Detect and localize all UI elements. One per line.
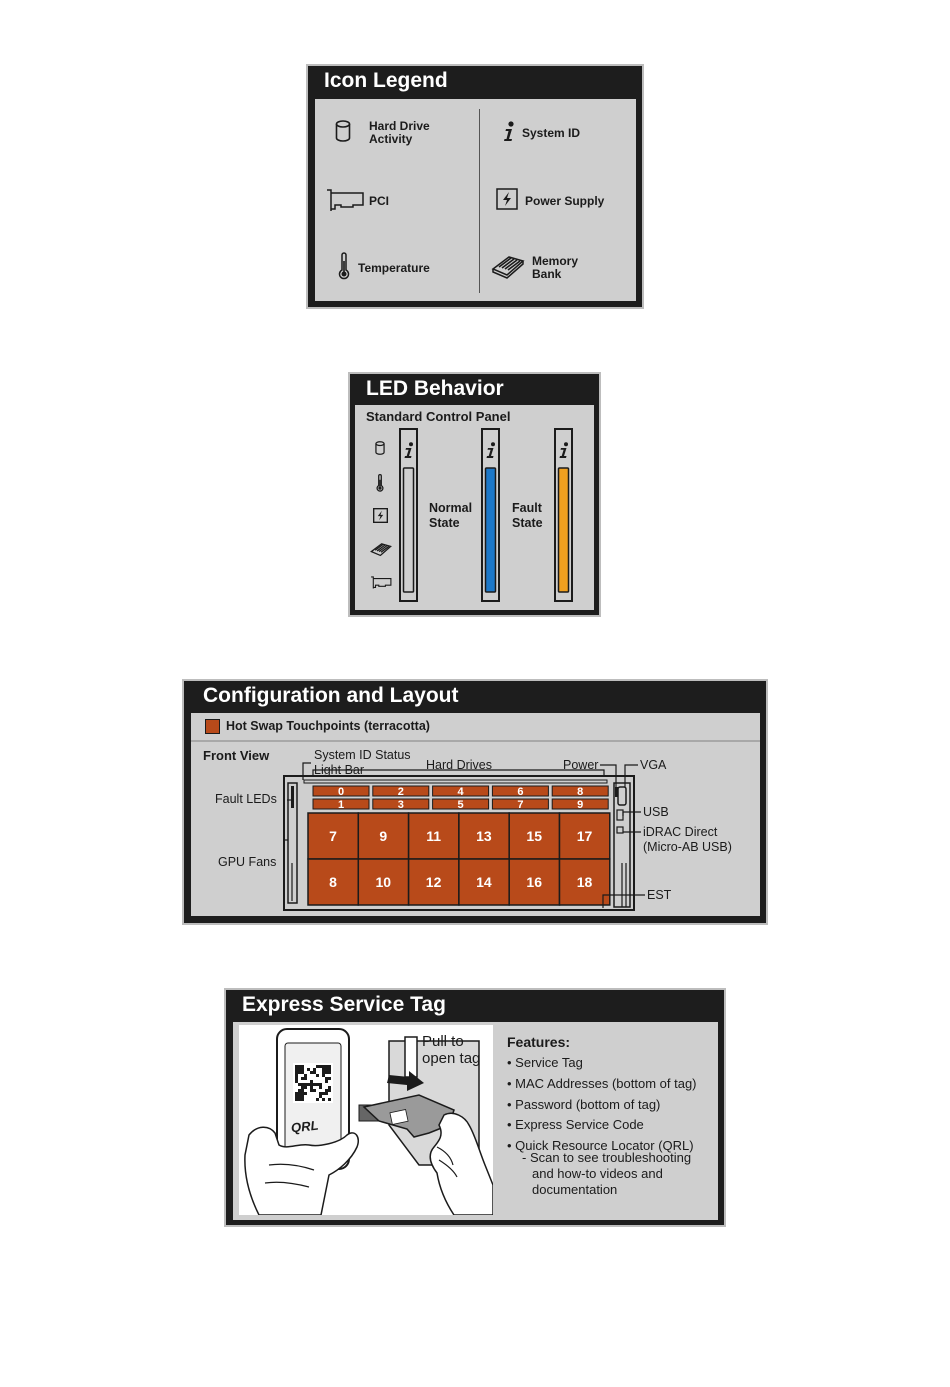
- qr-module: [298, 1071, 301, 1074]
- configuration-body: [191, 713, 760, 916]
- gpu-fan-label: 12: [425, 874, 442, 890]
- qr-module: [316, 1098, 319, 1101]
- express-service-tag-title: Express Service Tag: [242, 993, 446, 1016]
- drive-bay-label: 3: [397, 798, 404, 811]
- qr-module: [304, 1092, 307, 1095]
- qr-module: [322, 1071, 325, 1074]
- qr-module: [325, 1065, 328, 1068]
- qr-module: [304, 1074, 307, 1077]
- qr-module: [325, 1068, 328, 1071]
- icon-legend-body: [315, 99, 636, 301]
- qr-module: [325, 1092, 328, 1095]
- pci-card-icon: [325, 189, 365, 213]
- qr-module: [328, 1071, 331, 1074]
- qr-module: [295, 1098, 298, 1101]
- qr-module: [310, 1089, 313, 1092]
- led-behavior-body: [355, 405, 594, 610]
- qr-module: [322, 1065, 325, 1068]
- gpu-fan-label: 10: [375, 874, 392, 890]
- qr-module: [295, 1065, 298, 1068]
- qr-module: [298, 1089, 301, 1092]
- icon-legend-title: Icon Legend: [324, 69, 448, 92]
- qr-module: [301, 1071, 304, 1074]
- fan-row-bottom: [308, 859, 610, 905]
- front-view-label: Front View: [203, 748, 270, 763]
- drive-bay-label: 0: [337, 785, 345, 798]
- qr-module: [301, 1068, 304, 1071]
- qr-module: [298, 1092, 301, 1095]
- idrac-port: [617, 827, 623, 833]
- normal-state-label: Normal State: [429, 501, 473, 530]
- power-callout: Power: [563, 758, 599, 772]
- legend-label-memory-bank: Memory Bank: [532, 254, 579, 281]
- qrl-label: QRL: [290, 1117, 320, 1136]
- qr-module: [313, 1083, 316, 1086]
- feature-item: • MAC Addresses (bottom of tag): [507, 1075, 697, 1091]
- gpu-fan-label: 16: [526, 874, 542, 890]
- gpu-fan-label: 15: [526, 828, 542, 844]
- info-icon: [560, 442, 569, 458]
- legend-divider: [479, 109, 480, 293]
- qr-module: [301, 1092, 304, 1095]
- qr-module: [301, 1089, 304, 1092]
- gpu-fan-label: 14: [476, 874, 492, 890]
- qr-module: [328, 1068, 331, 1071]
- legend-label-power-supply: Power Supply: [525, 194, 605, 208]
- usb-callout: USB: [643, 805, 669, 819]
- features-list: [507, 1053, 697, 1157]
- configuration-panel: [182, 679, 768, 925]
- drive-bay-label: 1: [337, 798, 345, 811]
- info-icon: [487, 442, 496, 458]
- drive-bay-label: 9: [577, 798, 584, 811]
- vga-port: [618, 787, 626, 805]
- qr-module: [322, 1098, 325, 1101]
- qr-module: [313, 1068, 316, 1071]
- qr-module: [301, 1083, 304, 1086]
- power-button: [615, 787, 618, 797]
- gpu-fan-label: 8: [329, 874, 337, 890]
- qr-module: [298, 1083, 301, 1086]
- fault-state-label: Fault State: [512, 501, 543, 530]
- qr-module: [328, 1089, 331, 1092]
- qr-module: [310, 1086, 313, 1089]
- system-id-light-bar: [304, 780, 607, 783]
- legend-label-pci: PCI: [369, 194, 390, 208]
- touchpoint-label: Hot Swap Touchpoints (terracotta): [226, 719, 430, 733]
- qr-module: [328, 1077, 331, 1080]
- drive-bay-label: 8: [577, 785, 584, 798]
- qr-module: [325, 1077, 328, 1080]
- drive-bay-label: 5: [457, 798, 464, 811]
- est-callout: EST: [647, 888, 672, 902]
- qr-module: [304, 1086, 307, 1089]
- thermometer-icon: [338, 252, 350, 280]
- feature-item: • Service Tag: [507, 1055, 583, 1070]
- led-bars: [355, 405, 594, 610]
- qr-code: [293, 1063, 333, 1103]
- gpu-fan-label: 13: [476, 828, 492, 844]
- led-bar-off-fill: [404, 468, 414, 592]
- configuration-title: Configuration and Layout: [203, 684, 459, 707]
- express-service-tag-panel: [224, 988, 726, 1227]
- gpu-fans-callout: GPU Fans: [218, 855, 277, 869]
- qr-module: [295, 1080, 298, 1083]
- gpu-fan-label: 7: [329, 828, 337, 844]
- qr-module: [307, 1068, 310, 1071]
- qr-module: [328, 1098, 331, 1101]
- qr-module: [322, 1092, 325, 1095]
- front-view-diagram: [191, 713, 760, 916]
- led-subtitle: Standard Control Panel: [366, 409, 511, 424]
- features-sub: - Scan to see troubleshooting and how-to videos and documentation: [522, 1150, 692, 1197]
- qr-module: [322, 1068, 325, 1071]
- usb-port: [617, 810, 623, 820]
- qr-module: [304, 1077, 307, 1080]
- qr-module: [325, 1071, 328, 1074]
- qr-module: [316, 1083, 319, 1086]
- qr-module: [319, 1086, 322, 1089]
- qr-module: [310, 1083, 313, 1086]
- drive-row-top: [313, 786, 608, 798]
- led-bar-normal-fill: [486, 468, 496, 592]
- qr-module: [319, 1083, 322, 1086]
- qr-module: [310, 1071, 313, 1074]
- qr-module: [307, 1083, 310, 1086]
- legend-label-hard-drive: Hard Drive Activity: [369, 119, 430, 146]
- power-supply-icon: [496, 188, 518, 210]
- qr-module: [298, 1095, 301, 1098]
- qr-module: [301, 1086, 304, 1089]
- qr-module: [316, 1074, 319, 1077]
- hard-drives-callout: Hard Drives: [426, 758, 492, 772]
- qr-module: [295, 1077, 298, 1080]
- qr-module: [301, 1077, 304, 1080]
- qr-module: [325, 1089, 328, 1092]
- feature-item: • Express Service Code: [507, 1117, 644, 1133]
- qr-module: [325, 1080, 328, 1083]
- vga-callout: VGA: [640, 758, 667, 772]
- qr-module: [310, 1080, 313, 1083]
- drive-row-bottom: [313, 799, 608, 811]
- drive-bay-label: 2: [397, 785, 404, 798]
- gpu-fan-label: 17: [576, 828, 593, 844]
- legend-label-temperature: Temperature: [358, 261, 430, 275]
- qr-module: [316, 1065, 319, 1068]
- fault-leds: [291, 786, 294, 808]
- qr-module: [301, 1095, 304, 1098]
- qr-module: [301, 1098, 304, 1101]
- qr-module: [319, 1092, 322, 1095]
- info-icon: [501, 121, 517, 143]
- icon-legend-panel: [306, 64, 644, 309]
- features-title: Features:: [507, 1034, 571, 1050]
- gpu-fan-label: 18: [576, 874, 593, 890]
- qr-module: [313, 1089, 316, 1092]
- legend-label-system-id: System ID: [522, 126, 581, 140]
- qr-module: [295, 1068, 298, 1071]
- system-id-callout: System ID Status Light Bar: [314, 748, 411, 777]
- feature-item: • Password (bottom of tag): [507, 1096, 661, 1112]
- hard-drive-icon: [335, 120, 351, 142]
- drive-bay-label: 6: [517, 785, 524, 798]
- fault-leds-callout: Fault LEDs: [215, 792, 277, 806]
- led-behavior-panel: [348, 372, 601, 617]
- qr-module: [298, 1065, 301, 1068]
- qr-module: [328, 1065, 331, 1068]
- drive-bay-label: 7: [517, 798, 524, 811]
- qr-module: [295, 1092, 298, 1095]
- pull-label: Pull to open tag: [422, 1033, 481, 1067]
- qr-module: [319, 1065, 322, 1068]
- qr-module: [295, 1095, 298, 1098]
- qr-module: [304, 1083, 307, 1086]
- qr-module: [313, 1071, 316, 1074]
- idrac-callout: iDRAC Direct (Micro-AB USB): [643, 825, 732, 854]
- qr-module: [301, 1065, 304, 1068]
- qr-module: [295, 1071, 298, 1074]
- express-service-tag-body: [233, 1022, 718, 1220]
- tag-illustration: [239, 1025, 493, 1215]
- qr-module: [295, 1074, 298, 1077]
- gpu-fan-label: 11: [426, 828, 442, 844]
- fan-row-top: [308, 813, 610, 859]
- led-bar-fault-fill: [559, 468, 569, 592]
- memory-bank-icon: [491, 251, 525, 279]
- qr-module: [328, 1086, 331, 1089]
- qr-module: [298, 1068, 301, 1071]
- qr-module: [298, 1098, 301, 1101]
- led-behavior-title: LED Behavior: [366, 377, 504, 400]
- qr-module: [322, 1074, 325, 1077]
- qr-module: [319, 1095, 322, 1098]
- info-icon: [405, 442, 414, 458]
- drive-bay-label: 4: [457, 785, 464, 798]
- gpu-fan-label: 9: [379, 828, 388, 844]
- feature-item: • Quick Resource Locator (QRL): [507, 1138, 694, 1154]
